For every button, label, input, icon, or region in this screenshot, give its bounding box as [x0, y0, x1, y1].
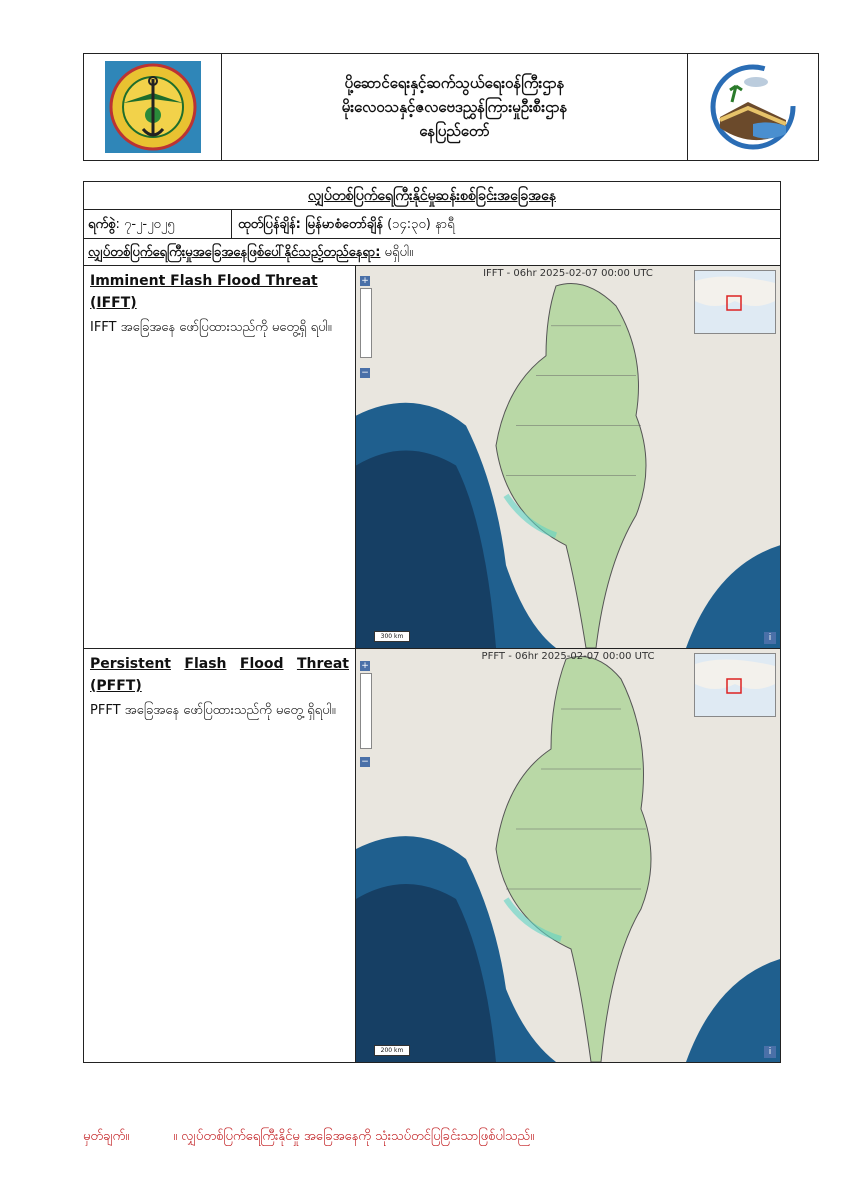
ifft-map[interactable] [356, 266, 780, 648]
pfft-scale-bar: 200 km [374, 1045, 410, 1056]
zoom-slider[interactable] [360, 673, 372, 749]
issue-time-cell [232, 210, 780, 238]
ifft-overview-map [694, 270, 776, 334]
issue-time-value: (၁၄:၃၀) နာရီ [382, 217, 455, 232]
date-value: : ၇-၂-၂၀၂၅ [115, 217, 175, 232]
ministry-logo [84, 54, 222, 160]
hydrology-logo [688, 54, 818, 160]
pfft-heading-abbr: (PFFT) [90, 678, 142, 694]
info-icon[interactable]: i [764, 1046, 776, 1058]
pfft-heading-word: Threat [296, 656, 349, 672]
zoom-out-button[interactable]: − [361, 368, 369, 378]
pfft-map[interactable] [356, 649, 780, 1062]
warning-location-label: လျှပ်တစ်ပြက်ရေကြီးမှုအခြေအနေဖြစ်ပေါ်နိုင်သည့်တည်နေရာ: [88, 245, 381, 260]
date-cell [84, 210, 232, 238]
zoom-out-button[interactable]: − [361, 757, 369, 767]
ifft-row [84, 266, 780, 649]
pfft-row [84, 649, 780, 1062]
header-title-line3: နေပြည်တော် [419, 122, 490, 140]
document-header [83, 53, 819, 161]
warning-location-row [84, 239, 780, 266]
pfft-heading-word: Flash [184, 656, 227, 672]
footnote [83, 1128, 534, 1147]
ifft-map-label: IFFT - 06hr 2025-02-07 00:00 UTC [483, 268, 653, 279]
footnote-label: မှတ်ချက်။ [83, 1129, 130, 1144]
pfft-heading [90, 653, 349, 675]
pfft-text: PFFT အခြေအနေ ဖော်ပြထားသည်ကို မတွေ့ ရှိရပါ။ [90, 703, 336, 718]
report-title: လျှပ်တစ်ပြက်ရေကြီးနိုင်မှုဆန်းစစ်ခြင်းအခြေအနေ [84, 182, 780, 210]
pfft-heading-word: Flood [239, 656, 284, 672]
pfft-heading-word: Persistent [90, 656, 171, 672]
ifft-description [84, 266, 356, 648]
warning-location-value: မရှိပါ။ [380, 245, 414, 260]
header-title-block [222, 54, 688, 160]
header-title-line2: မိုးလေဝသနှင့်ဇလဗေဒညွှန်ကြားမှုဦးစီးဌာန [341, 98, 568, 116]
zoom-in-button[interactable]: + [361, 276, 369, 286]
zoom-slider[interactable] [360, 288, 372, 358]
pfft-map-label: PFFT - 06hr 2025-02-07 00:00 UTC [481, 651, 655, 662]
footnote-text: ။ လျှပ်တစ်ပြက်ရေကြီးနိုင်မှု အခြေအနေကို သုံးသပ်တင်ပြခြင်းသာဖြစ်ပါသည်။ [173, 1129, 535, 1144]
info-icon[interactable]: i [764, 632, 776, 644]
pfft-overview-map [694, 653, 776, 717]
ifft-text: IFFT အခြေအနေ ဖော်ပြထားသည်ကို မတွေ့ရှိ ရပါ။ [90, 320, 332, 335]
issue-time-label: ထုတ်ပြန်ချိန်: မြန်မာစံတော်ချိန် [238, 217, 383, 232]
assessment-table [83, 181, 781, 1063]
ifft-scale-bar: 300 km [374, 631, 410, 642]
meta-row [84, 210, 780, 239]
ifft-heading: Imminent Flash Flood Threat (IFFT) [90, 273, 318, 311]
zoom-in-button[interactable]: + [361, 661, 369, 671]
header-title-line1: ပို့ဆောင်ရေးနှင့်ဆက်သွယ်ရေးဝန်ကြီးဌာန [344, 74, 565, 92]
pfft-description [84, 649, 356, 1062]
date-label: ရက်စွဲ [88, 217, 116, 232]
